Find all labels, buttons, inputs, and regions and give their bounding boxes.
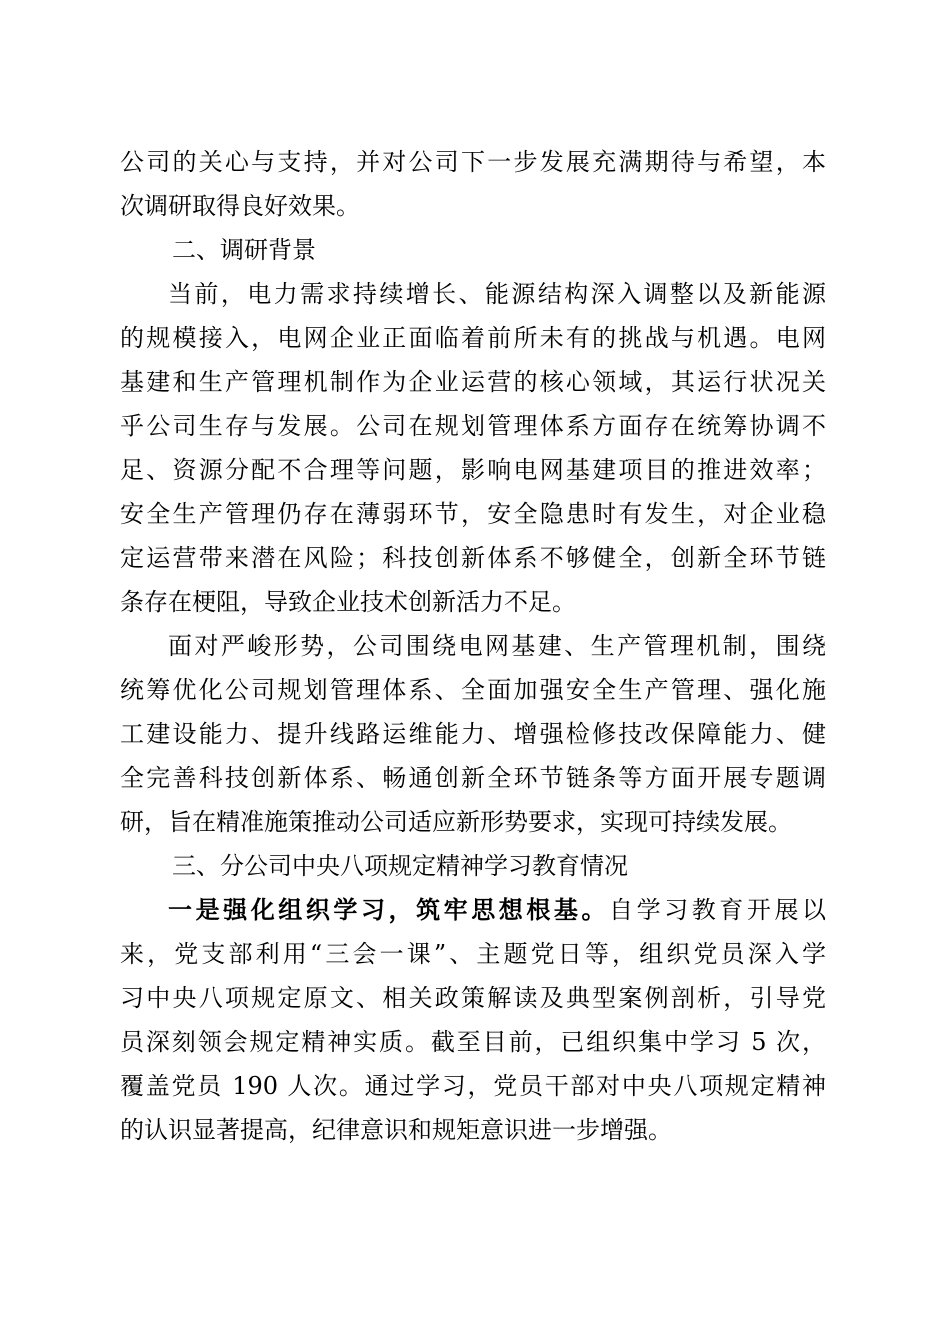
text-line: 条存在梗阻，导致企业技术创新活力不足。: [120, 588, 576, 616]
text-line: 覆盖党员 190 人次。通过学习，党员干部对中央八项规定精神: [120, 1072, 826, 1100]
text-line: 工建设能力、提升线路运维能力、增强检修技改保障能力、健: [120, 720, 826, 748]
text-line: 员深刻领会规定精神实质。截至目前，已组织集中学习 5 次，: [120, 1028, 826, 1056]
text-line: 当前，电力需求持续增长、能源结构深入调整以及新能源: [168, 280, 826, 308]
text-line: 安全生产管理仍存在薄弱环节，安全隐患时有发生，对企业稳: [120, 500, 826, 528]
text-line: 的规模接入，电网企业正面临着前所未有的挑战与机遇。电网: [120, 324, 826, 352]
text-line: 足、资源分配不合理等问题，影响电网基建项目的推进效率；: [120, 456, 826, 484]
document-page: [120, 140, 826, 1152]
text-fragment: 自学习教育开展以: [609, 896, 827, 924]
text-line: 全完善科技创新体系、畅通创新全环节链条等方面开展专题调: [120, 764, 826, 792]
text-line: 来，党支部利用“三会一课”、主题党日等，组织党员深入学: [120, 940, 826, 968]
background-paragraph-1: [120, 272, 826, 624]
text-line: 面对严峻形势，公司围绕电网基建、生产管理机制，围绕: [168, 632, 826, 660]
background-paragraph-2: [120, 624, 826, 844]
text-line: 研，旨在精准施策推动公司适应新形势要求，实现可持续发展。: [120, 808, 792, 836]
intro-paragraph: [120, 140, 826, 228]
text-line: 次调研取得良好效果。: [120, 192, 360, 220]
section-heading-study: 三、分公司中央八项规定精神学习教育情况: [172, 852, 628, 880]
text-line: 定运营带来潜在风险；科技创新体系不够健全，创新全环节链: [120, 544, 826, 572]
study-paragraph-1: [120, 888, 826, 1152]
text-line: 习中央八项规定原文、相关政策解读及典型案例剖析，引导党: [120, 984, 826, 1012]
text-line: 公司的关心与支持，并对公司下一步发展充满期待与希望，本: [120, 148, 826, 176]
text-line: 统筹优化公司规划管理体系、全面加强安全生产管理、强化施: [120, 676, 826, 704]
text-line: 基建和生产管理机制作为企业运营的核心领域，其运行状况关: [120, 368, 826, 396]
text-line: 乎公司生存与发展。公司在规划管理体系方面存在统筹协调不: [120, 412, 826, 440]
section-heading-background: 二、调研背景: [172, 236, 316, 264]
text-line: [120, 888, 826, 932]
paragraph-lead: 一是强化组织学习，筑牢思想根基。: [168, 896, 610, 924]
text-line: 的认识显著提高，纪律意识和规矩意识进一步增强。: [120, 1116, 672, 1144]
